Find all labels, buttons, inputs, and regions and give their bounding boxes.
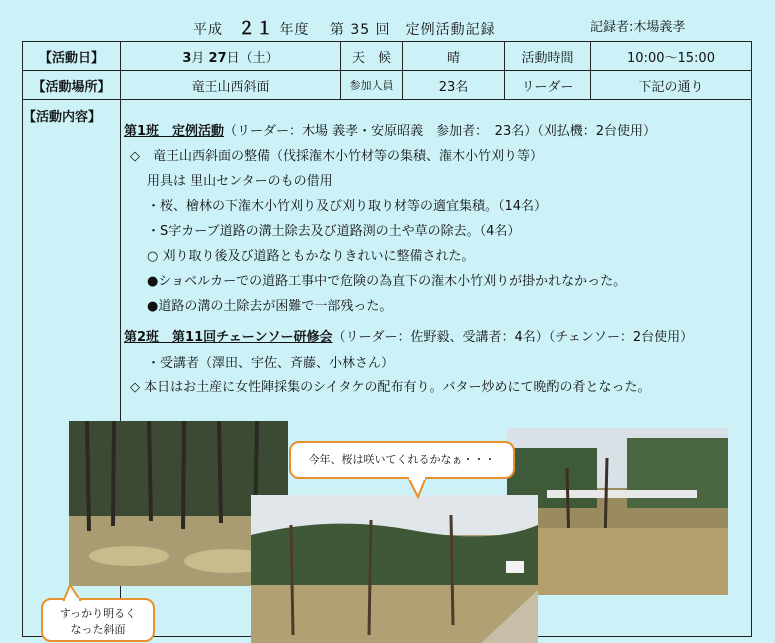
- leader-label: リーダー: [505, 71, 591, 100]
- title-text: 平成 ２１ 年度 第 35 回 定例活動記録: [193, 19, 496, 39]
- recorder: 記録者:木場義孝: [590, 20, 686, 35]
- photo-road-view: [251, 495, 538, 643]
- photo-cleared-slope: [507, 428, 728, 595]
- content-line-4: ・S字カーブ道路の溝土除去及び道路渕の土や草の除去。（4名）: [147, 224, 521, 239]
- callout-sakura-tail: [406, 477, 430, 501]
- row-place: [23, 71, 752, 100]
- row-date: [23, 42, 752, 71]
- callout-slope-tail: [62, 585, 84, 601]
- date-value: 3月 27日（土）: [121, 42, 341, 71]
- place-label: 【活動場所】: [23, 71, 121, 100]
- content-line-2: 用具は 里山センターのもの借用: [147, 174, 333, 189]
- participants-label: 参加人員: [341, 71, 403, 100]
- group2-header: 第2班 第11回チェーンソー研修会（リーダー：佐野毅、受講者：4名）（チェンソー：2台使用）: [124, 330, 694, 345]
- time-label: 活動時間: [505, 42, 591, 71]
- callout-sakura: 今年、桜は咲いてくれるかなぁ・・・: [289, 441, 515, 479]
- weather-value: 晴: [403, 42, 505, 71]
- title-year: ２１: [238, 19, 274, 39]
- callout-slope: すっかり明るく なった斜面: [41, 598, 155, 642]
- content-line-7: ●道路の溝の土除去が困難で一部残った。: [147, 299, 393, 314]
- group1-header: 第1班 定例活動（リーダー：木場 義孝・安原昭義 参加者： 23名）（刈払機：2台使用）: [124, 124, 656, 139]
- content-line-6: ●ショベルカーでの道路工事中で危険の為直下の潅木小竹刈りが掛かれなかった。: [147, 274, 627, 289]
- participants-value: 23名: [403, 71, 505, 100]
- document-title: [0, 14, 775, 38]
- time-value: 10:00〜15:00: [591, 42, 752, 71]
- content-label: 【活動内容】: [23, 100, 121, 637]
- group2-line-1: ・受講者（澤田、宇佐、斉藤、小林さん）: [147, 356, 395, 371]
- weather-label: 天 候: [341, 42, 403, 71]
- date-label: 【活動日】: [23, 42, 121, 71]
- content-line-1: ◇ 竜王山西斜面の整備（伐採潅木小竹材等の集積、潅木小竹刈り等）: [130, 149, 543, 164]
- place-value: 竜王山西斜面: [121, 71, 341, 100]
- group2-line-2: ◇ 本日はお土産に女性陣採集のシイタケの配布有り。バター炒めにて晩酌の肴となった。: [130, 380, 651, 395]
- content-line-5: ○ 刈り取り後及び道路ともかなりきれいに整備された。: [147, 249, 475, 264]
- content-line-3: ・桜、檜林の下潅木小竹刈り及び刈り取り材等の適宜集積。（14名）: [147, 199, 548, 214]
- leader-value: 下記の通り: [591, 71, 752, 100]
